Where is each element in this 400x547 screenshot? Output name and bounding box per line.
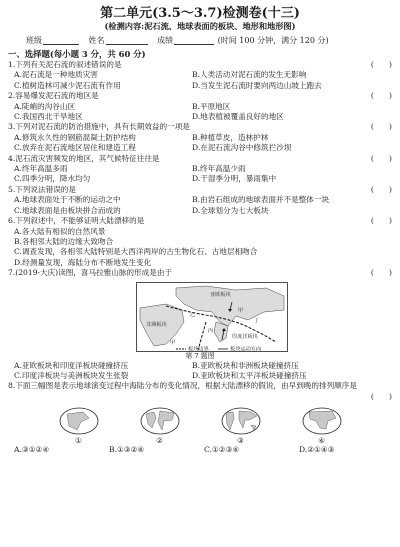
- option-a: A.各大陆有相似的自然风景: [14, 226, 106, 236]
- globe-map-icon: [59, 406, 99, 436]
- answer-paren[interactable]: ( ): [370, 60, 392, 69]
- score-label: 成绩: [157, 36, 174, 45]
- option-list: [8, 133, 392, 154]
- globe-map-icon: [302, 406, 342, 436]
- legend-boundary: 板块边界: [188, 346, 209, 352]
- answer-paren[interactable]: ( ): [370, 216, 392, 226]
- option-c: C.①②③④: [204, 444, 240, 454]
- globe-figure: [302, 406, 342, 445]
- globe-number: ④: [318, 435, 325, 445]
- answer-paren[interactable]: ( ): [370, 184, 392, 194]
- option-b: B.平原地区: [192, 101, 231, 111]
- option-c: C.地球表面是由板块拼合而成的: [14, 205, 121, 215]
- option-a: A.陡峭的沟谷山区: [14, 101, 76, 111]
- option-a: A.③①②④: [14, 444, 50, 454]
- option-list: [8, 361, 392, 382]
- map-label: 乙: [190, 311, 196, 318]
- option-a: A.地球表面处于不断的运动之中: [14, 195, 121, 205]
- option-b: B.人类活动对泥石流的发生无影响: [192, 70, 307, 80]
- question-stem: [8, 91, 392, 101]
- globe-figure: [221, 406, 261, 445]
- globe-number: ①: [75, 435, 82, 445]
- question-text: 3.下列对泥石流的防治措施中，具有长期效益的一项是: [8, 122, 190, 132]
- map-label: 甲: [238, 307, 244, 314]
- answer-paren[interactable]: ( ): [370, 391, 392, 401]
- question-text: 6.下列叙述中，不能够证明大陆漂移的是: [8, 216, 145, 226]
- option-b: B.①③②④: [109, 444, 145, 454]
- option-d: D.地表植被覆盖良好的地区: [192, 112, 284, 122]
- question-text: 2.容易爆发泥石流的地区是: [8, 91, 99, 101]
- globe-figure: [140, 406, 180, 445]
- question-text: 1.下列有关泥石流的叙述错误的是: [8, 60, 122, 69]
- map-label: 印度洋板块: [232, 333, 258, 340]
- option-c: C.调查发现，各相邻大陆特别是大西洋两岸的古生物化石、古地层相吻合: [14, 247, 258, 257]
- name-blank[interactable]: [106, 37, 148, 45]
- section-heading: 一、选择题(每小题 3 分，共 60 分): [8, 49, 146, 59]
- option-c: C.我国西北干旱地区: [14, 112, 83, 122]
- option-a: A.修筑永久性的钢筋混凝土防护结构: [14, 132, 136, 142]
- option-d: D.当发生泥石流时要向两边山坡上跑去: [192, 80, 322, 90]
- plate-map-figure: [136, 282, 288, 352]
- class-label: 班级: [26, 36, 42, 45]
- option-list: [8, 102, 392, 123]
- option-d: D.②①④③: [299, 444, 335, 454]
- plate-map-svg: [136, 282, 288, 352]
- option-d: D.经测量发现，海陆分布不断地发生变化: [14, 257, 152, 267]
- question-text: 8.下面三幅图是表示地球演变过程中海陆分布的变化情况，根据大陆漂移的假说，由早到晚的排列顺序是: [8, 381, 357, 391]
- option-b: B.终年高温少雨: [192, 164, 246, 174]
- globe-number: ②: [156, 435, 163, 445]
- page-subtitle: (检测内容:泥石流、地球表面的板块、地形和地形图): [104, 21, 296, 31]
- map-label: 丙: [208, 327, 214, 334]
- map-label: 甲: [170, 339, 176, 346]
- question-text: 4.泥石流灾害频发的地区，其气候特征往往是: [8, 153, 160, 163]
- question-stem: [8, 268, 392, 278]
- answer-paren[interactable]: ( ): [370, 153, 392, 163]
- figure-caption: 第 7 题图: [185, 351, 215, 360]
- option-b: B.亚欧板块和非洲板块碰撞挤压: [192, 360, 299, 370]
- answer-paren[interactable]: ( ): [370, 268, 392, 278]
- map-label: 非洲板块: [146, 321, 167, 328]
- question-stem: [8, 154, 392, 164]
- score-blank[interactable]: [174, 37, 214, 45]
- question-stem: [8, 60, 392, 70]
- globe-map-icon: [221, 406, 261, 436]
- option-b: B.由岩石组成的地球表面并不是整体一块: [192, 195, 330, 205]
- legend-arrow: 板块运动方向: [230, 346, 262, 352]
- option-a: A.终年高温多雨: [14, 164, 68, 174]
- question-stem: [8, 122, 392, 132]
- option-d: D.亚欧板块和太平洋板块碰撞挤压: [192, 370, 307, 380]
- option-list: [8, 70, 392, 91]
- globe-figures: [38, 406, 362, 445]
- answer-row: [8, 392, 392, 402]
- globe-number: ③: [237, 435, 244, 445]
- option-b: B.各相邻大陆的边缘大致吻合: [14, 236, 114, 246]
- option-b: B.种植草皮，造林护林: [192, 132, 269, 142]
- option-c: C.四季分明，降水均匀: [14, 174, 91, 184]
- option-c: C.放弃在泥石流地区居住和建造工程: [14, 143, 136, 153]
- question-stem: [8, 185, 392, 195]
- question-text: 7.(2019·大庆)读图，喜马拉雅山脉的形成是由于: [8, 268, 173, 278]
- option-d: D.干湿季分明，暴雨集中: [192, 174, 277, 184]
- question-stem: [8, 381, 392, 391]
- page-title: 第二单元(3.5～3.7)检测卷(十三): [100, 6, 300, 21]
- globe-map-icon: [140, 406, 180, 436]
- answer-paren[interactable]: ( ): [370, 91, 392, 101]
- name-label: 姓名: [88, 36, 105, 45]
- option-a: A.泥石流是一种地质灾害: [14, 70, 98, 80]
- option-list: [8, 164, 392, 185]
- option-list: [8, 445, 392, 455]
- map-label: 亚欧板块: [210, 291, 231, 298]
- option-c: C.印度洋板块与美洲板块发生张裂: [14, 370, 129, 380]
- question-text: 5.下列说法错误的是: [8, 184, 76, 194]
- globe-figure: [59, 406, 99, 445]
- student-info-line: [26, 35, 392, 46]
- map-label: 丁: [254, 317, 260, 324]
- class-blank[interactable]: [43, 37, 79, 45]
- time-note: (时间 100 分钟，满分 120 分): [217, 36, 329, 45]
- option-d: D.在泥石流沟谷中修筑拦沙坝: [192, 143, 292, 153]
- question-stem: [8, 216, 392, 226]
- option-c: C.植树造林可减少泥石流有作用: [14, 80, 121, 90]
- option-d: D.全球划分为七大板块: [192, 205, 269, 215]
- option-a: A.亚欧板块和印度洋板块碰撞挤压: [14, 360, 129, 370]
- answer-paren[interactable]: ( ): [370, 122, 392, 132]
- option-list: [8, 195, 392, 216]
